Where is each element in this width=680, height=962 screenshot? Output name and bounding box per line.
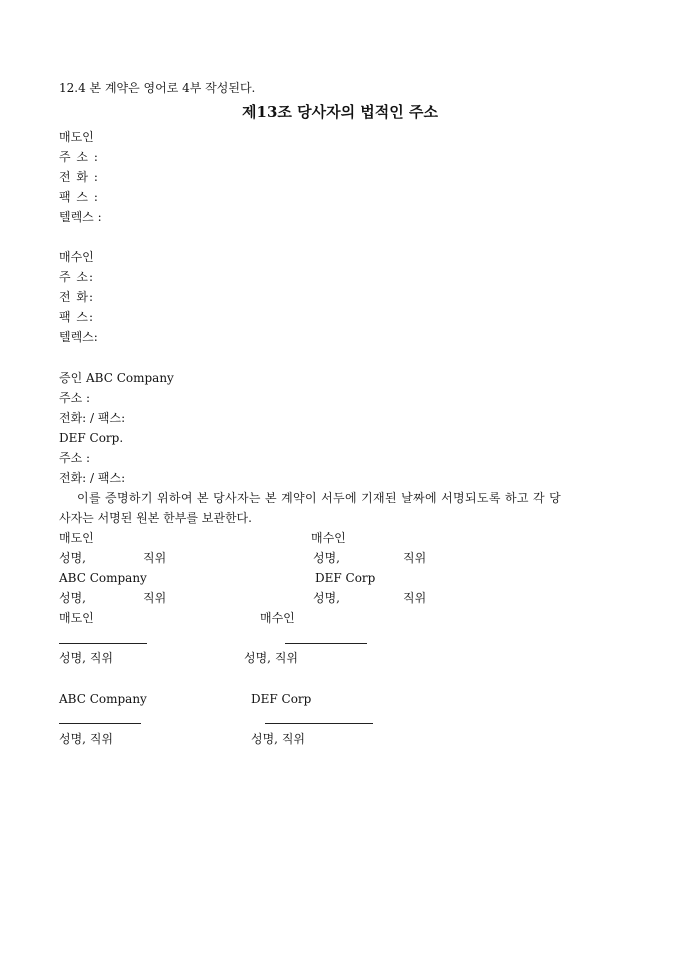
- sig1-buyer-label: 매수인: [311, 531, 346, 545]
- sig2-company-left: ABC Company: [59, 692, 147, 706]
- attestation-line-2: 사자는 서명된 원본 한부를 보관한다.: [59, 511, 252, 525]
- abc-signature-line: [59, 723, 141, 724]
- clause-12-4: 12.4 본 계약은 영어로 4부 작성된다.: [59, 81, 256, 95]
- sig1-title-right-2: 직위: [403, 591, 427, 605]
- sig2-buyer-label: 매수인: [260, 611, 295, 625]
- sig1-name-right: 성명,: [313, 551, 340, 565]
- sig1-name-right-2: 성명,: [313, 591, 340, 605]
- sig2-caption-left-2: 성명, 직위: [59, 732, 113, 746]
- sig2-caption-right: 성명, 직위: [244, 651, 298, 665]
- sig2-caption-right-2: 성명, 직위: [251, 732, 305, 746]
- buyer-telex-label: 텔렉스:: [59, 330, 98, 344]
- seller-fax-label: 팩 스 :: [59, 190, 99, 204]
- seller-heading: 매도인: [59, 130, 94, 144]
- sig1-title-left-2: 직위: [143, 591, 167, 605]
- sig1-title-right: 직위: [403, 551, 427, 565]
- witness-def-name: DEF Corp.: [59, 431, 124, 445]
- attestation-line-1: 이를 증명하기 위하여 본 당사자는 본 계약이 서두에 기재된 날짜에 서명되도록 하고 각 당: [77, 491, 562, 505]
- sig1-seller-label: 매도인: [59, 531, 94, 545]
- seller-address-label: 주 소 :: [59, 150, 99, 164]
- seller-signature-line: [59, 643, 147, 644]
- witness-abc-phone-fax: 전화: / 팩스:: [59, 411, 126, 425]
- buyer-fax-label: 팩 스:: [59, 310, 95, 324]
- sig1-name-left-2: 성명,: [59, 591, 86, 605]
- buyer-phone-label: 전 화:: [59, 290, 95, 304]
- seller-phone-label: 전 화 :: [59, 170, 99, 184]
- sig2-caption-left: 성명, 직위: [59, 651, 113, 665]
- witness-abc-address: 주소 :: [59, 391, 91, 405]
- sig2-seller-label: 매도인: [59, 611, 94, 625]
- sig1-company-right: DEF Corp: [315, 571, 376, 585]
- def-signature-line: [265, 723, 373, 724]
- witness-def-phone-fax: 전화: / 팩스:: [59, 471, 126, 485]
- article-13-title: 제13조 당사자의 법적인 주소: [242, 103, 438, 121]
- seller-telex-label: 텔렉스 :: [59, 210, 102, 224]
- sig1-company-left: ABC Company: [59, 571, 147, 585]
- witness-def-address: 주소 :: [59, 451, 91, 465]
- witness-abc-line: 증인 ABC Company: [59, 371, 174, 385]
- sig1-name-left: 성명,: [59, 551, 86, 565]
- sig1-title-left: 직위: [143, 551, 167, 565]
- buyer-heading: 매수인: [59, 250, 94, 264]
- buyer-address-label: 주 소:: [59, 270, 95, 284]
- sig2-company-right: DEF Corp: [251, 692, 312, 706]
- buyer-signature-line: [285, 643, 367, 644]
